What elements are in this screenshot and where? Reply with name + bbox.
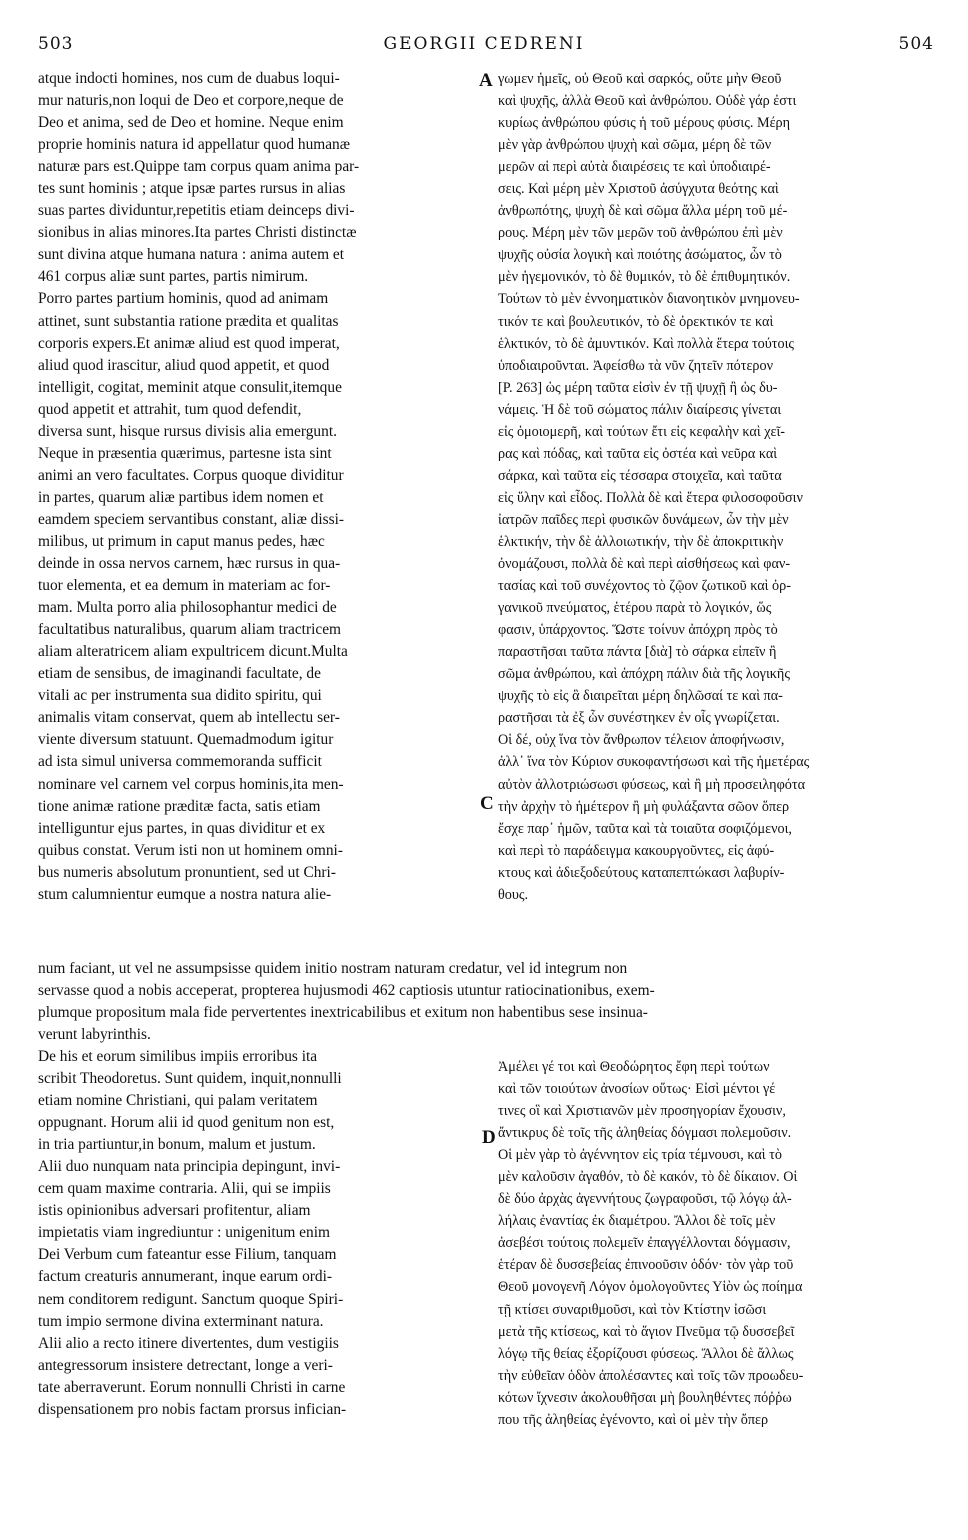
text-line: eamdem speciem servantibus constant, aliæ dissi- [38,510,345,528]
text-line: animalis vitam conservat, quem ab intellectu ser- [38,709,340,727]
text-line: ἑλκτικόν, τὸ δὲ ἀμυντικόν. Καὶ πολλὰ ἕτερα τούτοις [498,335,795,352]
text-line: cem quam maxime contraria. Alii, qui se impiis [38,1180,331,1198]
text-line: σῶμα ἀνθρώπου, καὶ ἀπόχρη πάλιν διὰ τῆς λογικῆς [498,666,790,683]
text-line: tate aberraverunt. Eorum nonnulli Christi in carne [38,1378,346,1396]
text-line: tione animæ ratione præditæ facta, satis etiam [38,797,321,815]
text-line: Θεοῦ μονογενῆ Λόγον ὁμολογοῦντες Υἱὸν ὡς ποίημα [498,1279,803,1296]
text-line: καὶ ψυχῆς, ἀλλὰ Θεοῦ καὶ ἀνθρώπου. Οὐδὲ γάρ ἐστι [498,93,797,110]
page-header [0,34,968,60]
text-line: παραστῆσαι ταῦτα πάντα [διὰ] τὸ σάρκα εἰπεῖν ἢ [498,644,777,661]
text-line: Deo et anima, sed de Deo et homine. Neque enim [38,114,344,132]
text-line: deinde in ossa nervos carnem, hæc rursus in qua- [38,555,341,573]
text-line: stum calumnientur eumque a nostra natura alie- [38,885,332,903]
text-line: σάρκα, καὶ ταῦτα εἰς τέσσαρα στοιχεῖα, καὶ ταῦτα [498,467,782,484]
text-line: ἀλλ᾽ ἵνα τὸν Κύριον συκοφαντήσωσι καὶ τῆς ἡμετέρας [498,754,810,771]
text-line: De his et eorum similibus impiis erroribus ita [38,1048,318,1065]
text-line: ἄντικρυς δὲ τοῖς τῆς ἀληθείας δόγμασι πολεμοῦσιν. [498,1125,792,1142]
text-line: μετὰ τῆς κτίσεως, καὶ τὸ ἅγιον Πνεῦμα τῷ δυσσεβεῖ [498,1323,795,1340]
text-line: καὶ τῶν τοιούτων ἀνοσίων οὕτως· Εἰσὶ μέντοι γέ [498,1081,776,1098]
text-line: Οἱ μὲν γὰρ τὸ ἀγέννητον εἰς τρία τέμνουσι, καὶ τὸ [498,1147,782,1164]
text-line: facultatibus naturalibus, quarum aliam tractricem [38,621,341,639]
text-line: ad ista simul universa commemoranda sufficit [38,753,322,771]
text-line: γωμεν ἡμεῖς, οὐ Θεοῦ καὶ σαρκός, οὔτε μὴν Θεοῦ [498,71,782,87]
text-line: in tria partiuntur,in bonum, malum et justum. [38,1136,316,1154]
text-line: φασιν, ὑπάρχοντος. Ὥστε τοίνυν ἀπόχρη πρὸς τὸ [498,622,778,639]
page-number-left: 503 [38,34,74,54]
text-line: [P. 263] ὡς μέρη ταῦτα εἰσὶν ἐν τῇ ψυχῇ ἢ ὡς δυ- [498,379,778,396]
text-line: τασίας καὶ τοῦ συνέχοντος τὸ ζῷον ζωτικοῦ καὶ ὀρ- [498,578,791,595]
text-line: factum creaturis annumerant, inque earum ordi- [38,1268,333,1286]
greek-column-top [498,68,932,906]
text-line: milibus, ut primum in caput manus pedes, hæc [38,532,325,550]
text-line: quod appetit et attrahit, tum quod defendit, [38,400,302,418]
text-line: νάμεις. Ἡ δὲ τοῦ σώματος πάλιν διαίρεσις γίνεται [498,401,782,418]
text-line: verunt labyrinthis. [38,1026,151,1044]
text-line: ρους. Μέρη μὲν τῶν μερῶν τοῦ ἀνθρώπου ἐπὶ μὲν [498,225,783,242]
text-line: plumque propositum mala fide pervertentes inextricabilibus et exitum non habentibus sese insinua- [38,1004,648,1022]
text-line: ψυχῆς τὸ εἰς ἃ διαιρεῖται μέρη δηλῶσαί τε καὶ πα- [498,688,783,705]
text-line: γανικοῦ πνεύματος, ἑτέρου παρὰ τὸ λογικόν, ὥς [498,600,772,617]
text-line: intelligit, cogitat, meminit atque consulit,itemque [38,378,342,396]
text-line: μὲν γὰρ ἀνθρώπου ψυχὴ καὶ σῶμα, μέρη δὲ τῶν [498,137,772,154]
text-line: τὴν εὐθεῖαν ὁδὸν ἀπολέσαντες καὶ τοῖς τῶν προωδευ- [498,1367,804,1384]
text-line: naturæ pars est.Quippe tam corpus quam anima par- [38,158,360,176]
latin-column-bottom [38,1046,478,1421]
margin-letter-d: D [482,1127,496,1148]
text-line: attinet, sunt substantia ratione prædita et qualitas [38,312,339,330]
text-line: diversa sunt, hisque rursus divisis alia emergunt. [38,422,337,440]
text-line: κότων ἴχνεσιν ἀκολουθῆσαι μὴ βουληθέντες πόῤῥω [498,1389,792,1406]
text-line: animi an vero facultates. Corpus quoque dividitur [38,466,344,484]
text-line: tum impio sermone divina exterminant natura. [38,1312,324,1330]
text-line: ψυχῆς οὐσία λογικὴ καὶ ποιότης ἀσώματος, ὧν τὸ [498,247,782,264]
text-line: mur naturis,non loqui de Deo et corpore,neque de [38,92,344,110]
text-line: κτους καὶ ἀδιεξοδεύτους καταπεπτώκασι λαβυρίν- [498,864,785,881]
text-line: λήλαις ἐναντίας ἐκ διαμέτρου. Ἄλλοι δὲ τοῖς μὲν [498,1213,776,1230]
text-line: 461 corpus aliæ sunt partes, partis nimirum. [38,268,309,286]
text-line: θους. [498,886,529,903]
text-line: Alii duo nunquam nata principia depingunt, invi- [38,1158,341,1176]
text-line: σεις. Καὶ μέρη μὲν Χριστοῦ ἀσύγχυτα θεότης καὶ [498,181,779,198]
text-line: ἔσχε παρ᾽ ἡμῶν, ταῦτα καὶ τὰ τοιαῦτα σοφιζόμενοι, [498,820,792,837]
text-line: etiam nomine Christiani, qui palam veritatem [38,1092,318,1110]
text-line: proprie hominis natura id appellatur quod humanæ [38,136,351,154]
text-line: nominare vel carnem vel corpus hominis,ita men- [38,775,344,793]
text-line: τινες οἳ καὶ Χριστιανῶν μὲν προσηγορίαν ἔχουσιν, [498,1103,786,1120]
text-line: ραστῆσαι τὰ ἐξ ὧν συνέστηκεν ἐν οἷς γνωρίζεται. [498,710,780,727]
text-line: μερῶν αἱ περὶ αὐτὰ διαιρέσεις τε καὶ ὑποδιαιρέ- [498,159,771,176]
text-line: sunt divina atque humana natura : anima autem et [38,246,345,264]
text-line: τῇ κτίσει συναριθμοῦσι, καὶ τὸν Κτίστην ἰσῶσι [498,1301,767,1318]
text-line: num faciant, ut vel ne assumpsisse quidem initio nostram naturam credatur, vel id integrum non [38,960,628,977]
text-line: servasse quod a nobis acceperat, propterea hujusmodi 462 captiosis utuntur ratiocinationibus, exem- [38,982,655,1000]
page-number-right: 504 [898,34,934,54]
text-line: Ἀμέλει γέ τοι καὶ Θεοδώρητος ἔφη περὶ τούτων [498,1059,770,1075]
text-line: τὴν ἀρχὴν τὸ ἡμέτερον ἢ μὴ φυλάξαντα σῶον ὅπερ [498,798,790,815]
text-line: atque indocti homines, nos cum de duabus loqui- [38,70,340,87]
margin-letter-c: C [480,793,494,814]
text-line: oppugnant. Horum alii id quod genitum non est, [38,1114,335,1132]
text-line: Dei Verbum cum fateantur esse Filium, tanquam [38,1246,337,1264]
text-line: aliud quod irascitur, aliud quod appetit, et quod [38,356,330,374]
margin-letter-a: A [479,70,493,91]
text-line: ὀνομάζουσι, πολλὰ δὲ καὶ περὶ αἰσθήσεως καὶ φαν- [498,556,791,573]
latin-column-top [38,68,478,906]
text-line: sionibus in alias minores.Ita partes Christi distinctæ [38,224,357,242]
running-title: GEORGII CEDRENI [383,34,585,54]
text-line: ὑποδιαιροῦνται. Ἀφείσθω τὰ νῦν ζητεῖν πότερον [498,357,773,374]
text-line: ἰατρῶν παῖδες περὶ φυσικῶν δυνάμεων, ὧν τὴν μὲν [498,511,789,528]
text-line: etiam de sensibus, de imaginandi facultate, de [38,665,321,683]
text-line: αὐτὸν ἀλλοτριώσωσι φύσεως, καὶ ἢ μὴ προσειληφότα [498,776,806,793]
text-line: antegressorum insistere detrectant, longe a veri- [38,1356,333,1374]
text-line: quibus constat. Verum isti non ut hominem omni- [38,841,343,859]
text-line: τικόν τε καὶ βουλευτικόν, τὸ δὲ ὀρεκτικόν τε καὶ [498,313,774,330]
text-line: ἑτέραν δὲ δυσσεβείας ἐπινοοῦσιν ὁδόν· τὸν γὰρ τοῦ [498,1257,794,1274]
text-line: ἑλκτικήν, τὴν δὲ ἀλλοιωτικήν, τὴν δὲ ἀποκριτικὴν [498,533,784,550]
text-line: in partes, quarum aliæ partibus idem nomen et [38,488,324,506]
text-line: Alii alio a recto itinere divertentes, dum vestigiis [38,1334,339,1352]
text-line: λόγῳ τῆς θείας ἐξορίζουσι φύσεως. Ἄλλοι δὲ ἄλλως [498,1345,794,1362]
text-line: εἰς ὁμοιομερῆ, καὶ τούτων ἔτι εἰς κεφαλὴν καὶ χεῖ- [498,423,786,440]
text-line: καὶ περὶ τὸ παράδειγμα κακουργοῦντες, εἰς ἀφύ- [498,842,775,859]
text-line: istis opinionibus adversari profitentur, aliam [38,1202,311,1220]
greek-column-bottom [498,1056,932,1431]
text-line: ρας καὶ πόδας, καὶ ταῦτα εἰς ὀστέα καὶ νεῦρα καὶ [498,445,778,462]
text-line: δὲ δύο ἀρχὰς ἀγεννήτους ζωγραφοῦσι, τῷ λόγῳ ἀλ- [498,1191,792,1208]
text-line: corporis expers.Et animæ aliud est quod imperat, [38,334,340,352]
text-line: που τῆς ἀληθείας ἐγένοντο, καὶ οἱ μὲν τὴν ὄπερ [498,1411,769,1428]
text-line: intelliguntur ejus partes, in quas dividitur et ex [38,819,326,837]
text-line: viente diversum statuunt. Quemadmodum igitur [38,731,334,749]
text-line: nem conditorem redigunt. Sanctum quoque Spiri- [38,1290,344,1308]
text-line: scribit Theodoretus. Sunt quidem, inquit,nonnulli [38,1070,342,1088]
text-line: tuor elementa, et ea demum in materiam ac for- [38,577,331,595]
text-line: mam. Multa porro alia philosophantur medici de [38,599,337,617]
text-line: Τούτων τὸ μὲν ἐννοηματικὸν διανοητικὸν μνημονευ- [498,291,800,308]
full-width-latin-paragraph [38,958,932,1046]
text-line: εἰς ὕλην καὶ εἶδος. Πολλὰ δὲ καὶ ἕτερα φιλοσοφοῦσιν [498,489,803,506]
text-line: ἀνθρωπότης, ψυχὴ δὲ καὶ σῶμα ἄλλα μέρη τοῦ μέ- [498,203,788,220]
text-line: μὲν καλοῦσιν ἀγαθόν, τὸ δὲ κακόν, τὸ δὲ δίκαιον. Οἱ [498,1169,798,1186]
text-line: ἀσεβέσι τούτοις πολεμεῖν ἐπαγγέλλονται δόγμασιν, [498,1235,791,1252]
text-line: dispensationem pro nobis factam prorsus infician- [38,1400,347,1418]
text-line: impietatis viam ingrediuntur : unigenitum enim [38,1224,330,1242]
text-line: tes sunt hominis ; atque ipsæ partes rursus in alias [38,180,346,198]
text-line: Porro partes partium hominis, quod ad animam [38,290,329,308]
text-line: vitali ac per instrumenta sua didito spiritu, qui [38,687,322,705]
text-line: aliam alteratricem aliam expultricem dicunt.Multa [38,643,348,661]
text-line: bus numeris absolutum pronuntient, sed ut Chri- [38,863,336,881]
text-line: κυρίως ἀνθρώπου φύσις ἡ τοῦ μέρους φύσις. Μέρη [498,115,791,132]
text-line: Οἱ δέ, οὐχ ἵνα τὸν ἄνθρωπον τέλειον ἀποφήνωσιν, [498,732,785,749]
text-line: Neque in præsentia quærimus, partesne ista sint [38,444,332,462]
text-line: suas partes dividuntur,repetitis etiam deinceps divi- [38,202,355,220]
text-line: μὲν ἡγεμονικόν, τὸ δὲ θυμικόν, τὸ δὲ ἐπιθυμητικόν. [498,269,791,286]
